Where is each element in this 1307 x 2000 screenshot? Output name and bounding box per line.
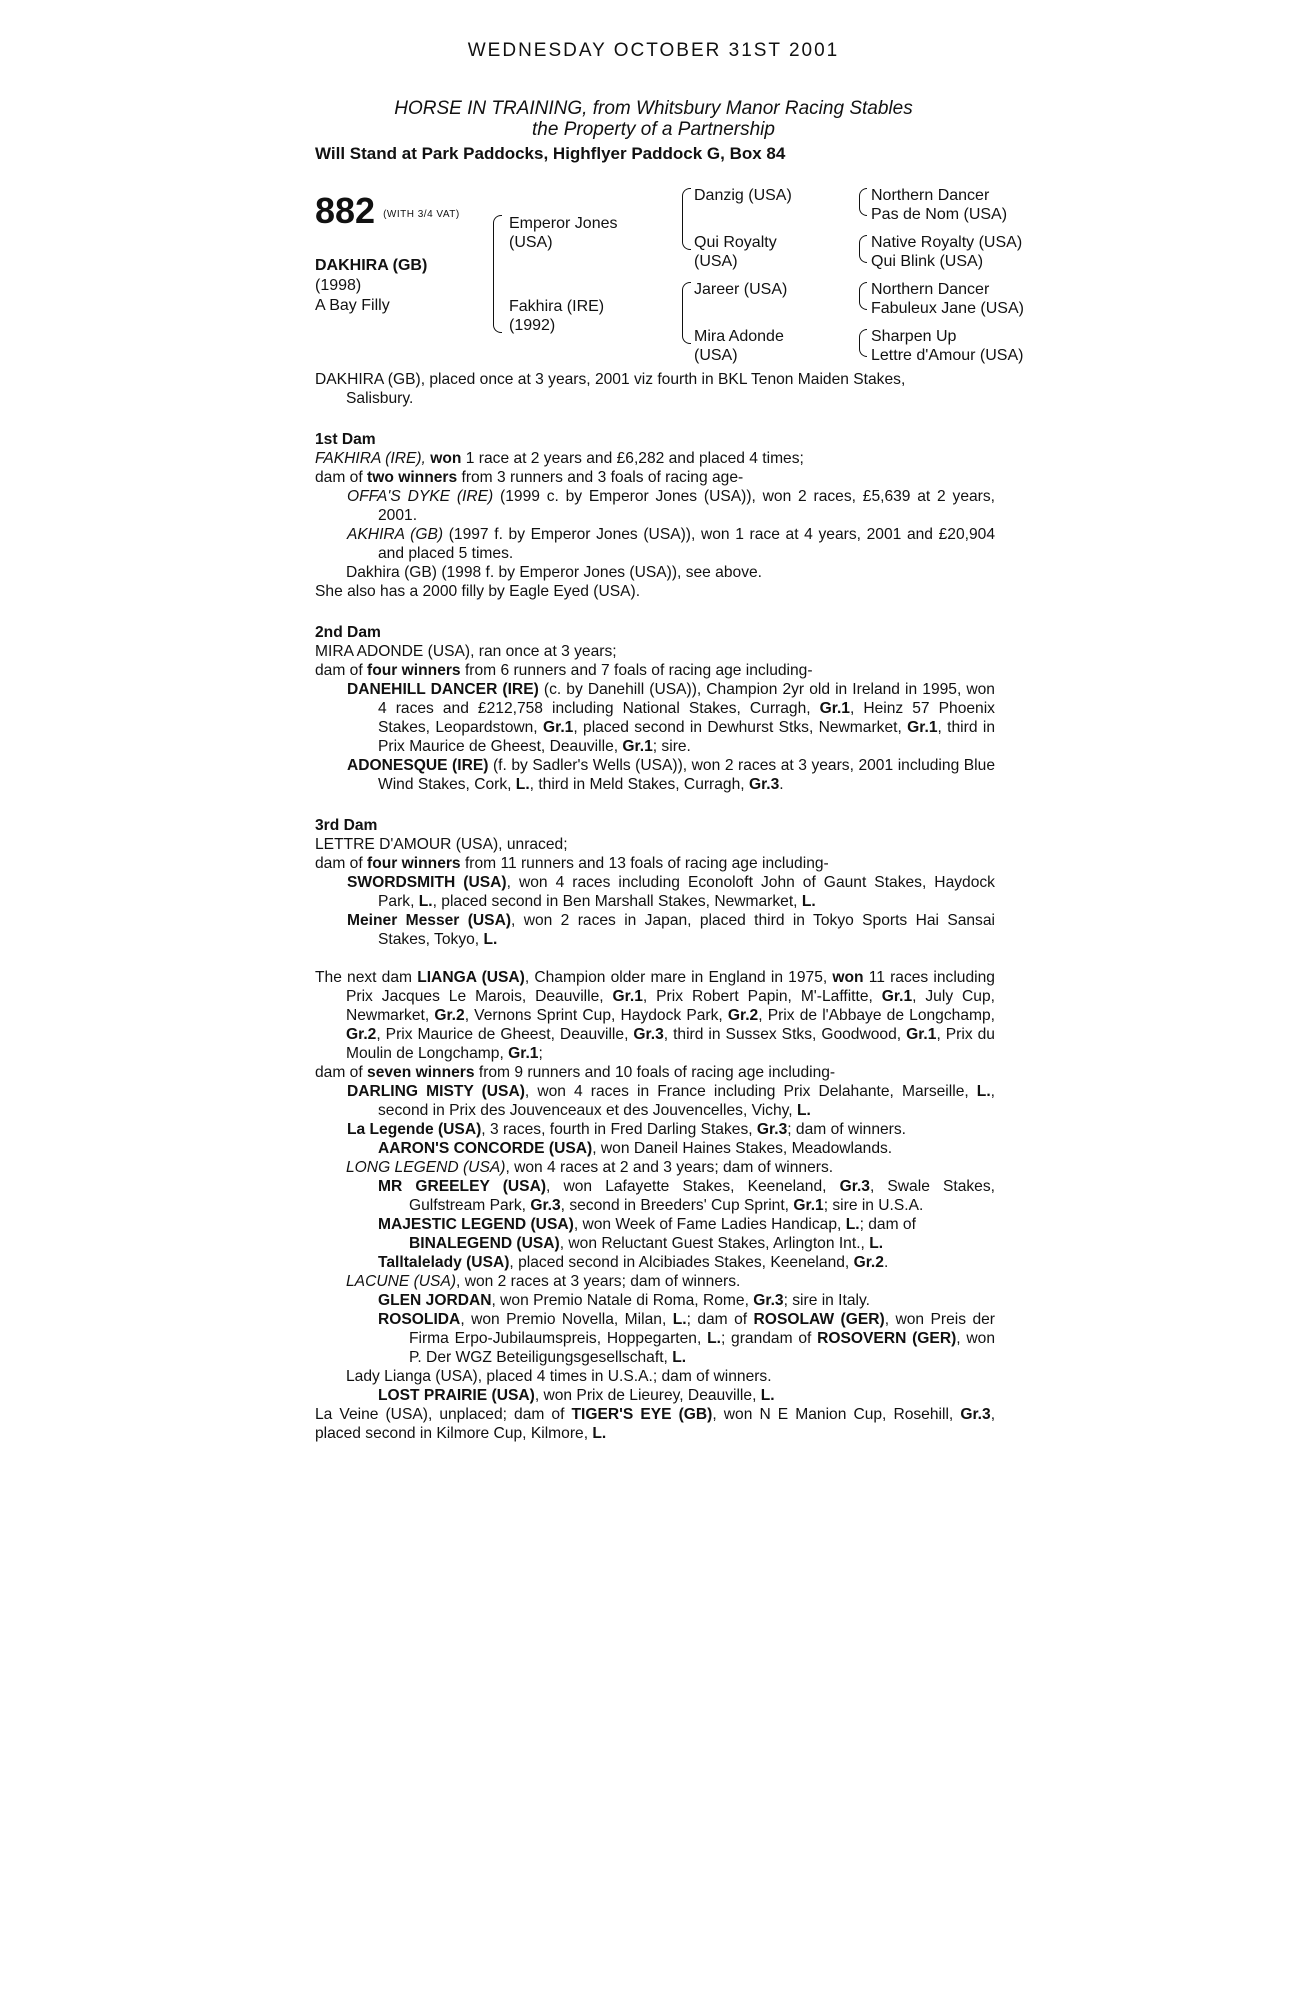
- produce-entry: LACUNE (USA), won 2 races at 3 years; dam of winners.: [346, 1273, 741, 1290]
- horse-details: [315, 256, 427, 316]
- pedigree-brace: [859, 282, 867, 310]
- consignor-block: [0, 98, 1307, 140]
- produce-entry: BINALEGEND (USA), won Reluctant Guest Stakes, Arlington Int., L.: [409, 1235, 884, 1252]
- catalogue-body: [315, 370, 995, 1443]
- produce-entry: Meiner Messer (USA), won 2 races in Japan, placed third in Tokyo Sports Hai Sansai Stakes, Tokyo, L.: [347, 912, 995, 948]
- pedigree-dam-sire: Jareer (USA): [694, 281, 788, 298]
- intro-line: Salisbury.: [346, 390, 414, 407]
- lot-header: [315, 190, 460, 232]
- pedigree-brace: [859, 235, 867, 263]
- pedigree-dam: Fakhira (IRE) (1992): [509, 298, 605, 334]
- pedigree-ddd: Lettre d'Amour (USA): [871, 347, 1024, 364]
- third-dam-heading: 3rd Dam: [315, 817, 378, 834]
- produce-entry: ADONESQUE (IRE) (f. by Sadler's Wells (USA)), won 2 races at 3 years, 2001 including Blue Wind Stakes, Cork, L., third in Meld Stakes, Curragh, Gr.3.: [347, 757, 995, 793]
- pedigree-sire-sire: Danzig (USA): [694, 187, 792, 204]
- pedigree-brace: [859, 188, 867, 216]
- horse-name: DAKHIRA (GB): [315, 257, 428, 274]
- pedigree-dam-dam: Mira Adonde (USA): [694, 328, 784, 364]
- stand-location: Will Stand at Park Paddocks, Highflyer Paddock G, Box 84: [315, 144, 786, 163]
- horse-year: (1998): [315, 277, 362, 294]
- lot-vat: (WITH 3/4 VAT): [383, 209, 460, 220]
- produce-entry: Dakhira (GB) (1998 f. by Emperor Jones (USA)), see above.: [346, 564, 762, 581]
- second-dam-line: MIRA ADONDE (USA), ran once at 3 years;: [315, 643, 617, 660]
- next-dam-entry: The next dam LIANGA (USA), Champion older mare in England in 1975, won 11 races including Prix Jacques Le Marois, Deauville, Gr.1, Prix Robert Papin, M'-Laffitte, Gr.1, July Cup, Newmarket, Gr.2, Vernons Sprint Cup, Haydock Park, Gr.2, Prix de l'Abbaye de Longchamp, Gr.2, Prix Maurice de Gheest, Deauville, Gr.3, third in Sussex Stks, Goodwood, Gr.1, Prix du Moulin de Longchamp, Gr.1;: [315, 969, 995, 1062]
- pedigree-sire-dam: Qui Royalty (USA): [694, 234, 777, 270]
- pedigree-dds: Sharpen Up: [871, 328, 957, 345]
- consignor-line: HORSE IN TRAINING, from Whitsbury Manor Racing Stables: [394, 98, 913, 119]
- second-dam-heading: 2nd Dam: [315, 624, 381, 641]
- pedigree-brace: [493, 215, 502, 333]
- produce-entry: OFFA'S DYKE (IRE) (1999 c. by Emperor Jones (USA)), won 2 races, £5,639 at 2 years, 2001.: [347, 488, 995, 524]
- produce-entry: DARLING MISTY (USA), won 4 races in France including Prix Delahante, Marseille, L., second in Prix des Jouvenceaux et des Jouvencelles, Vichy, L.: [347, 1083, 995, 1119]
- produce-entry: SWORDSMITH (USA), won 4 races including Econoloft John of Gaunt Stakes, Haydock Park, L., placed second in Ben Marshall Stakes, Newmarket, L.: [347, 874, 995, 910]
- produce-entry: Talltalelady (USA), placed second in Alcibiades Stakes, Keeneland, Gr.2.: [378, 1254, 889, 1271]
- third-dam-line: LETTRE D'AMOUR (USA), unraced;: [315, 836, 568, 853]
- horse-description: A Bay Filly: [315, 297, 390, 314]
- pedigree-sdd: Qui Blink (USA): [871, 253, 984, 270]
- produce-note: She also has a 2000 filly by Eagle Eyed (USA).: [315, 583, 641, 600]
- pedigree-dsd: Fabuleux Jane (USA): [871, 300, 1024, 317]
- produce-entry: ROSOLIDA, won Premio Novella, Milan, L.; dam of ROSOLAW (GER), won Preis der Firma Erpo-Jubilaumspreis, Hoppegarten, L.; grandam of ROSOVERN (GER), won P. Der WGZ Beteiligungsgesellschaft, L.: [378, 1311, 995, 1366]
- pedigree-sss: Northern Dancer: [871, 187, 990, 204]
- produce-entry: Lady Lianga (USA), placed 4 times in U.S.A.; dam of winners.: [346, 1368, 772, 1385]
- consignor-property: the Property of a Partnership: [532, 119, 775, 140]
- pedigree-sds: Native Royalty (USA): [871, 234, 1023, 251]
- next-dam-summary: dam of seven winners from 9 runners and 10 foals of racing age including-: [315, 1064, 836, 1081]
- pedigree-ssd: Pas de Nom (USA): [871, 206, 1008, 223]
- third-dam-summary: dam of four winners from 11 runners and 13 foals of racing age including-: [315, 855, 829, 872]
- produce-entry: GLEN JORDAN, won Premio Natale di Roma, Rome, Gr.3; sire in Italy.: [378, 1292, 870, 1309]
- produce-entry: MR GREELEY (USA), won Lafayette Stakes, Keeneland, Gr.3, Swale Stakes, Gulfstream Park, Gr.3, second in Breeders' Cup Sprint, Gr.1; sire in U.S.A.: [378, 1178, 995, 1214]
- produce-entry: AKHIRA (GB) (1997 f. by Emperor Jones (USA)), won 1 race at 4 years, 2001 and £20,904 and placed 5 times.: [347, 526, 995, 562]
- produce-entry: LONG LEGEND (USA), won 4 races at 2 and 3 years; dam of winners.: [346, 1159, 834, 1176]
- produce-entry: MAJESTIC LEGEND (USA), won Week of Fame Ladies Handicap, L.; dam of: [378, 1216, 916, 1233]
- intro-line: DAKHIRA (GB), placed once at 3 years, 2001 viz fourth in BKL Tenon Maiden Stakes,: [315, 371, 906, 388]
- pedigree-brace: [682, 188, 691, 250]
- page-date: WEDNESDAY OCTOBER 31ST 2001: [467, 40, 840, 61]
- pedigree-brace: [859, 329, 867, 357]
- produce-entry: AARON'S CONCORDE (USA), won Daneil Haines Stakes, Meadowlands.: [378, 1140, 893, 1157]
- produce-entry: La Legende (USA), 3 races, fourth in Fred Darling Stakes, Gr.3; dam of winners.: [347, 1121, 907, 1138]
- first-dam-heading: 1st Dam: [315, 431, 376, 448]
- produce-entry: DANEHILL DANCER (IRE) (c. by Danehill (USA)), Champion 2yr old in Ireland in 1995, won 4 races and £212,758 including National Stakes, Curragh, Gr.1, Heinz 57 Phoenix Stakes, Leopardstown, Gr.1, placed second in Dewhurst Stks, Newmarket, Gr.1, third in Prix Maurice de Gheest, Deauville, Gr.1; sire.: [347, 681, 995, 755]
- second-dam-summary: dam of four winners from 6 runners and 7 foals of racing age including-: [315, 662, 813, 679]
- first-dam-summary: dam of two winners from 3 runners and 3 foals of racing age-: [315, 469, 744, 486]
- first-dam-line: FAKHIRA (IRE), won 1 race at 2 years and £6,282 and placed 4 times;: [315, 450, 804, 467]
- produce-entry: LOST PRAIRIE (USA), won Prix de Lieurey, Deauville, L.: [378, 1387, 775, 1404]
- produce-entry: La Veine (USA), unplaced; dam of TIGER'S EYE (GB), won N E Manion Cup, Rosehill, Gr.3, placed second in Kilmore Cup, Kilmore, L.: [315, 1406, 996, 1442]
- pedigree-dss: Northern Dancer: [871, 281, 990, 298]
- pedigree-sire: Emperor Jones (USA): [509, 215, 618, 251]
- lot-number: 882: [315, 190, 376, 231]
- pedigree-brace: [682, 282, 691, 344]
